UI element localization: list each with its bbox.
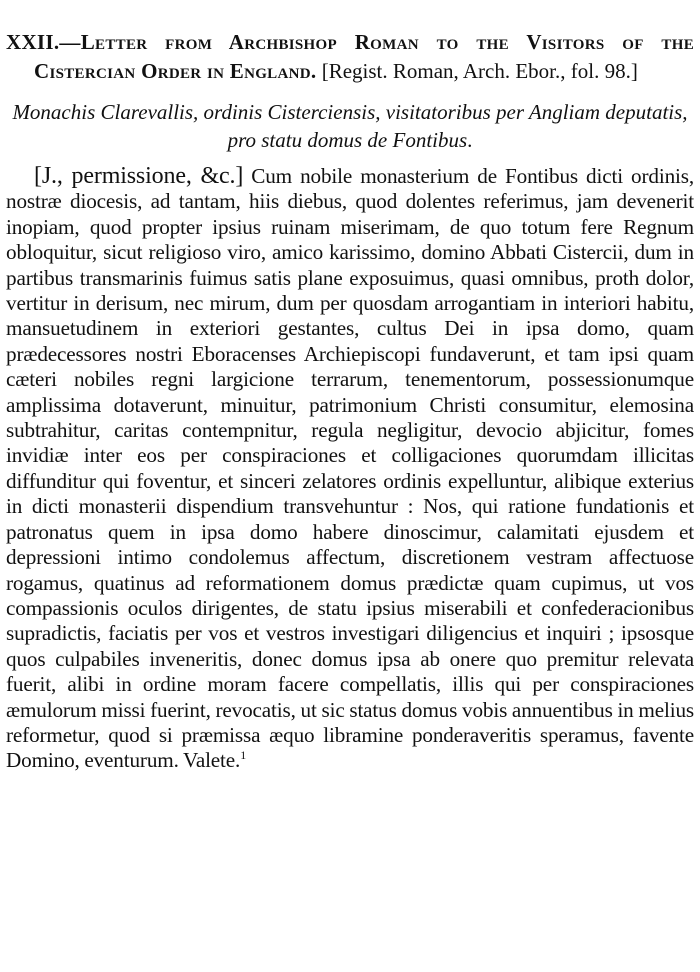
letter-body — [6, 164, 694, 774]
footnote-marker[interactable]: 1 — [240, 748, 247, 763]
letter-address — [6, 98, 694, 154]
address-text: Monachis Clarevallis, ordinis Cisterciensis, visitatoribus per Angliam deputatis, pro statu domus de Fontibus — [12, 100, 688, 152]
letter-body-text: Cum nobile monasterium de Fontibus dicti ordinis, nostræ diocesis, ad tantam, hiis diebus, quod dolentes referimus, jam devenerit inopiam, quod propter ipsius ruinam miserimam, de quo totum fere Regnum obloquitur, sicut religioso viro, amico karissimo, domino Abbati Cistercii, dum in partibus transmarinis fuimus satis plane exposuimus, quasi omnibus, proth dolor, vertitur in derisum, nec mirum, dum per quosdam arrogantiam in interiori habitu, mansuetudinem in exteriori gestantes, cultus Dei in ipsa domo, quam prædecessores nostri Eboracenses Archiepiscopi fundaverunt, et tam ipsi quam cæteri nobiles regni largicione terrarum, tenementorum, possessionumque amplissima dotaverunt, minuitur, patrimonium Christi consumitur, elemosina subtrahitur, caritas contempnitur, regula negligitur, devocio abjicitur, fomes invidiæ inter eos per conspiraciones et colligaciones quorumdam illicitas diffunditur qui foventur, et sinceri zelatores ordinis expelluntur, alibique exterius in dicti monasterii dispendium transvehuntur : Nos, qui ratione fundationis et patronatus quem in ipsa domo habere dinoscimur, calamitati ejusdem et depressioni intimo condolemus affectum, discretionem vestram affectuose rogamus, quatinus ad reformationem domus prædictæ quam cupimus, ut vos compassionis oculos dirigentes, de statu ipsius miserabili et confederacionibus supradictis, faciatis per vos et vestros investigari diligencius et inquiri ; ipsosque quos culpabiles inveneritis, donec domus ipsa ab onere quo premitur relevata fuerit, alibi in ordine moram facere compellatis, illis qui per conspiraciones æmulorum missi fuerint, revocatis, ut sic status domus vobis annuentibus in melius reformetur, quod si præmissa æquo libramine ponderaveritis speramus, favente Domino, eventurum. — [6, 164, 694, 773]
letter-closing: Valete. — [183, 748, 241, 773]
letter-number: XXII.— — [6, 30, 81, 54]
register-reference: [Regist. Roman, Arch. Ebor., fol. 98.] — [321, 59, 638, 83]
address-end: . — [467, 128, 473, 152]
letter-opening: [J., permissione, &c.] — [34, 163, 244, 189]
letter-heading — [6, 28, 694, 86]
letter-title: Letter from Archbishop Roman to the Visitors of the Cistercian Order in England. — [34, 30, 694, 83]
